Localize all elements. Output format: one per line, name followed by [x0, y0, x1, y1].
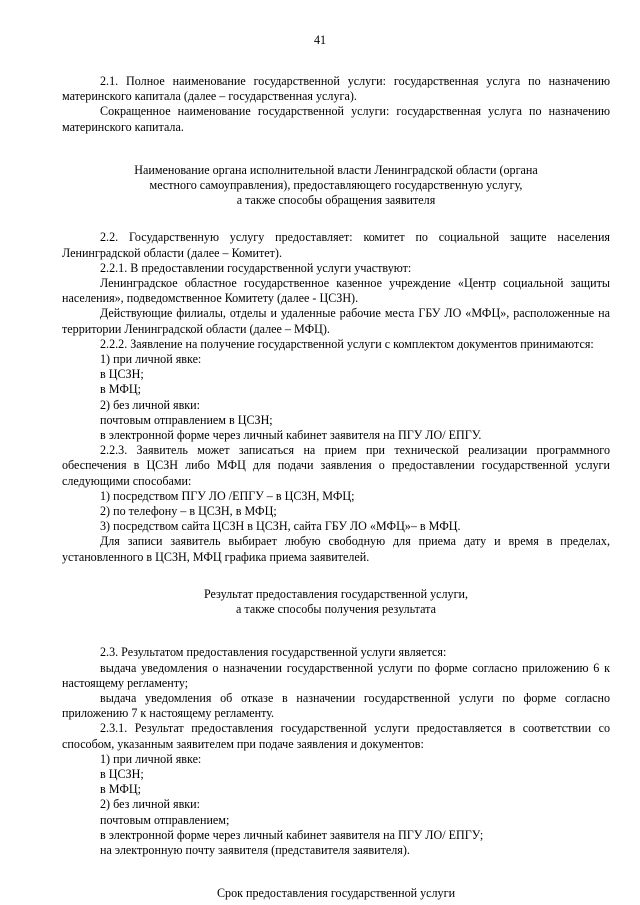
list-item: 3) посредством сайта ЦСЗН в ЦСЗН, сайта ГБУ ЛО «МФЦ»– в МФЦ.	[100, 519, 461, 534]
paragraph-2-2: 2.2. Государственную услугу предоставляет: комитет по социальной защите населения Ленинградской области (далее – Комитет).	[62, 230, 610, 260]
paragraph-czsn: Ленинградское областное государственное казенное учреждение «Центр социальной защиты населения», подведомственное Комитету (далее - ЦСЗН).	[62, 276, 610, 306]
paragraph-result-refusal: выдача уведомления об отказе в назначении государственной услуги по форме согласно приложению 7 к настоящему регламенту.	[62, 690, 610, 721]
paragraph-2-3-1: 2.3.1. Результат предоставления государственной услуги предоставляется в соответствии со способом, указанным заявителем при подаче заявления и документов:	[62, 721, 610, 751]
page-number: 41	[313, 33, 327, 47]
section-heading: Срок предоставления государственной услуги	[216, 886, 456, 901]
paragraph-booking: Для записи заявитель выбирает любую свободную для приема дату и время в пределах, установленного в ЦСЗН, МФЦ графика приема заявителей.	[62, 534, 610, 564]
list-item: 2) без личной явки:	[100, 397, 200, 412]
list-item: 2) без личной явки:	[100, 797, 200, 812]
list-item: 1) при личной явке:	[100, 751, 202, 766]
list-item: в ЦСЗН;	[100, 367, 144, 382]
list-item: почтовым отправлением в ЦСЗН;	[100, 412, 273, 427]
paragraph-mfc: Действующие филиалы, отделы и удаленные рабочие места ГБУ ЛО «МФЦ», расположенные на территории Ленинградской области (далее – МФЦ).	[62, 306, 610, 336]
list-item: на электронную почту заявителя (представителя заявителя).	[100, 842, 410, 857]
list-item: в электронной форме через личный кабинет заявителя на ПГУ ЛО/ ЕПГУ.	[100, 428, 482, 443]
list-item: в МФЦ;	[100, 782, 141, 797]
section-heading-line: а также способы обращения заявителя	[236, 193, 436, 208]
paragraph-result-grant: выдача уведомления о назначении государственной услуги по форме согласно приложению 6 к настоящему регламенту;	[62, 660, 610, 690]
paragraph-2-1: 2.1. Полное наименование государственной услуги: государственная услуга по назначению материнского капитала (далее – государственная услуга).	[62, 74, 610, 104]
paragraph-2-3: 2.3. Результатом предоставления государственной услуги является:	[100, 645, 447, 660]
paragraph-2-2-1: 2.2.1. В предоставлении государственной услуги участвуют:	[100, 260, 412, 275]
list-item: в ЦСЗН;	[100, 766, 144, 781]
list-item: в МФЦ;	[100, 382, 141, 397]
section-heading-line: местного самоуправления), предоставляющего государственную услугу,	[149, 178, 523, 193]
section-heading-line: а также способы получения результата	[236, 602, 436, 617]
list-item: 1) при личной явке:	[100, 352, 202, 367]
list-item: в электронной форме через личный кабинет заявителя на ПГУ ЛО/ ЕПГУ;	[100, 827, 484, 842]
paragraph-2-2-2: 2.2.2. Заявление на получение государственной услуги с комплектом документов принимаются:	[100, 336, 594, 351]
list-item: почтовым отправлением;	[100, 812, 230, 827]
list-item: 2) по телефону – в ЦСЗН, в МФЦ;	[100, 504, 277, 519]
paragraph-2-2-3: 2.2.3. Заявитель может записаться на прием при технической реализации программного обеспечения в ЦСЗН либо МФЦ для подачи заявления о предоставлении государственной услуги следующими способами:	[62, 443, 610, 488]
paragraph-short-name: Сокращенное наименование государственной услуги: государственная услуга по назначению материнского капитала.	[62, 104, 610, 134]
document-body	[62, 74, 610, 901]
section-heading-line: Наименование органа исполнительной власти Ленинградской области (органа	[134, 162, 538, 177]
section-heading-line: Результат предоставления государственной услуги,	[203, 586, 469, 601]
list-item: 1) посредством ПГУ ЛО /ЕПГУ – в ЦСЗН, МФЦ;	[100, 488, 355, 503]
